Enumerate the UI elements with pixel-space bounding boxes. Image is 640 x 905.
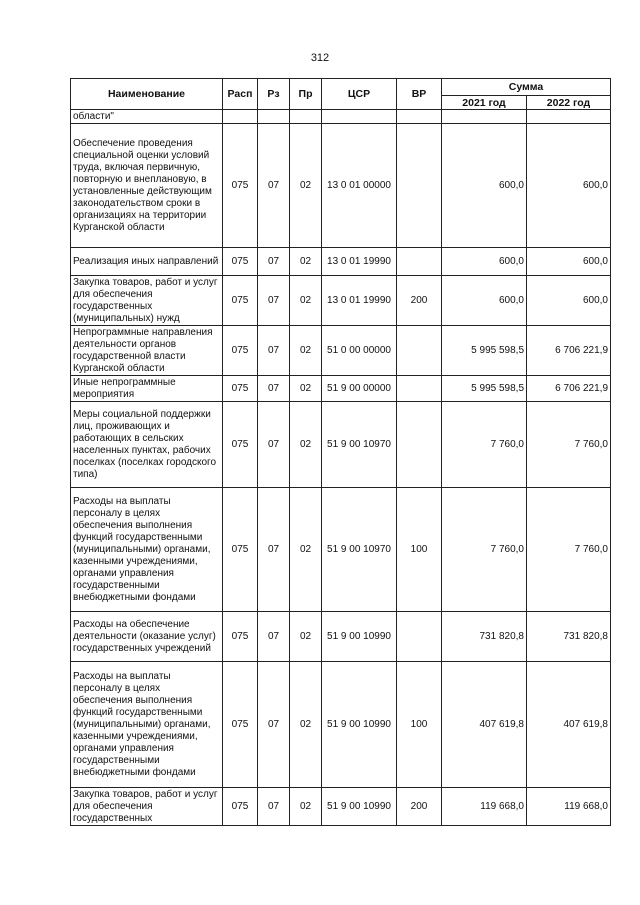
row-vr (397, 402, 442, 488)
row-vr: 100 (397, 662, 442, 788)
row-name: Расходы на обеспечение деятельности (оказание услуг) государственных учреждений (71, 612, 223, 662)
row-2022: 7 760,0 (527, 402, 611, 488)
row-name: Обеспечение проведения специальной оценки условий труда, включая первичную, повторную и внеплановую, в установленные действующим законодательством сроки в организациях на территории Курганской области (71, 124, 223, 248)
row-pr: 02 (290, 376, 322, 402)
header-csr: ЦСР (322, 79, 397, 110)
row-2021: 7 760,0 (442, 402, 527, 488)
row-rz: 07 (258, 376, 290, 402)
row-vr: 200 (397, 788, 442, 826)
row-rasp: 075 (223, 326, 258, 376)
row-2022: 7 760,0 (527, 488, 611, 612)
row-csr (322, 110, 397, 124)
row-2021: 5 995 598,5 (442, 376, 527, 402)
row-rasp: 075 (223, 248, 258, 276)
table-row (71, 110, 611, 124)
header-name: Наименование (71, 79, 223, 110)
row-2021: 600,0 (442, 248, 527, 276)
row-2021: 600,0 (442, 276, 527, 326)
header-pr: Пр (290, 79, 322, 110)
row-2021: 7 760,0 (442, 488, 527, 612)
header-2021: 2021 год (442, 96, 527, 110)
row-2021: 119 668,0 (442, 788, 527, 826)
row-pr: 02 (290, 326, 322, 376)
table-row (71, 612, 611, 662)
row-name: Закупка товаров, работ и услуг для обеспечения государственных (муниципальных) нужд (71, 276, 223, 326)
row-csr: 51 9 00 10970 (322, 402, 397, 488)
row-2022: 6 706 221,9 (527, 376, 611, 402)
row-vr (397, 612, 442, 662)
row-vr: 200 (397, 276, 442, 326)
row-csr: 13 0 01 19990 (322, 248, 397, 276)
row-rasp: 075 (223, 402, 258, 488)
table-row (71, 124, 611, 248)
row-rasp: 075 (223, 276, 258, 326)
row-2022: 600,0 (527, 124, 611, 248)
row-csr: 13 0 01 00000 (322, 124, 397, 248)
row-pr: 02 (290, 276, 322, 326)
row-pr: 02 (290, 248, 322, 276)
row-name: Закупка товаров, работ и услуг для обеспечения государственных (71, 788, 223, 826)
row-rz: 07 (258, 248, 290, 276)
table-row (71, 788, 611, 826)
row-pr: 02 (290, 124, 322, 248)
row-name: Расходы на выплаты персоналу в целях обеспечения выполнения функций государственными (муниципальными) органами, казенными учреждениями, органами управления государственными внебюджетными фондами (71, 662, 223, 788)
row-name: Расходы на выплаты персоналу в целях обеспечения выполнения функций государственными (муниципальными) органами, казенными учреждениями, органами управления государственными внебюджетными фондами (71, 488, 223, 612)
header-2022: 2022 год (527, 96, 611, 110)
row-csr: 51 9 00 10990 (322, 662, 397, 788)
header-sum: Сумма (442, 79, 611, 96)
row-rasp: 075 (223, 662, 258, 788)
header-vr: ВР (397, 79, 442, 110)
row-2022: 600,0 (527, 248, 611, 276)
row-rasp (223, 110, 258, 124)
row-rz: 07 (258, 488, 290, 612)
row-rasp: 075 (223, 488, 258, 612)
row-csr: 13 0 01 19990 (322, 276, 397, 326)
row-pr: 02 (290, 662, 322, 788)
table-row (71, 402, 611, 488)
row-csr: 51 9 00 10990 (322, 788, 397, 826)
row-2022: 407 619,8 (527, 662, 611, 788)
table-row (71, 326, 611, 376)
row-csr: 51 0 00 00000 (322, 326, 397, 376)
row-csr: 51 9 00 10990 (322, 612, 397, 662)
row-rz: 07 (258, 788, 290, 826)
row-2021 (442, 110, 527, 124)
row-rz: 07 (258, 326, 290, 376)
page-number: 312 (310, 52, 330, 64)
row-2022: 731 820,8 (527, 612, 611, 662)
row-name: Реализация иных направлений (71, 248, 223, 276)
row-pr: 02 (290, 402, 322, 488)
row-2021: 407 619,8 (442, 662, 527, 788)
row-pr: 02 (290, 488, 322, 612)
row-vr (397, 326, 442, 376)
row-name: области" (71, 110, 223, 124)
row-rz: 07 (258, 612, 290, 662)
row-rasp: 075 (223, 612, 258, 662)
row-name: Иные непрограммные мероприятия (71, 376, 223, 402)
row-vr (397, 124, 442, 248)
row-2021: 731 820,8 (442, 612, 527, 662)
table-row (71, 488, 611, 612)
row-pr (290, 110, 322, 124)
row-csr: 51 9 00 10970 (322, 488, 397, 612)
budget-table (70, 78, 611, 826)
row-rz: 07 (258, 402, 290, 488)
row-vr: 100 (397, 488, 442, 612)
row-2022 (527, 110, 611, 124)
table-row (71, 662, 611, 788)
header-rz: Рз (258, 79, 290, 110)
row-2022: 6 706 221,9 (527, 326, 611, 376)
header-rasp: Расп (223, 79, 258, 110)
table-row (71, 248, 611, 276)
row-2021: 600,0 (442, 124, 527, 248)
row-rasp: 075 (223, 788, 258, 826)
row-name: Меры социальной поддержки лиц, проживающих и работающих в сельских населенных пунктах, рабочих поселках (поселках городского типа) (71, 402, 223, 488)
row-name: Непрограммные направления деятельности органов государственной власти Курганской области (71, 326, 223, 376)
table-row (71, 276, 611, 326)
table-row (71, 376, 611, 402)
row-rz (258, 110, 290, 124)
row-vr (397, 110, 442, 124)
row-vr (397, 248, 442, 276)
row-2021: 5 995 598,5 (442, 326, 527, 376)
row-2022: 119 668,0 (527, 788, 611, 826)
row-rasp: 075 (223, 124, 258, 248)
row-vr (397, 376, 442, 402)
row-2022: 600,0 (527, 276, 611, 326)
row-rasp: 075 (223, 376, 258, 402)
row-csr: 51 9 00 00000 (322, 376, 397, 402)
row-pr: 02 (290, 612, 322, 662)
row-rz: 07 (258, 124, 290, 248)
row-pr: 02 (290, 788, 322, 826)
row-rz: 07 (258, 276, 290, 326)
row-rz: 07 (258, 662, 290, 788)
